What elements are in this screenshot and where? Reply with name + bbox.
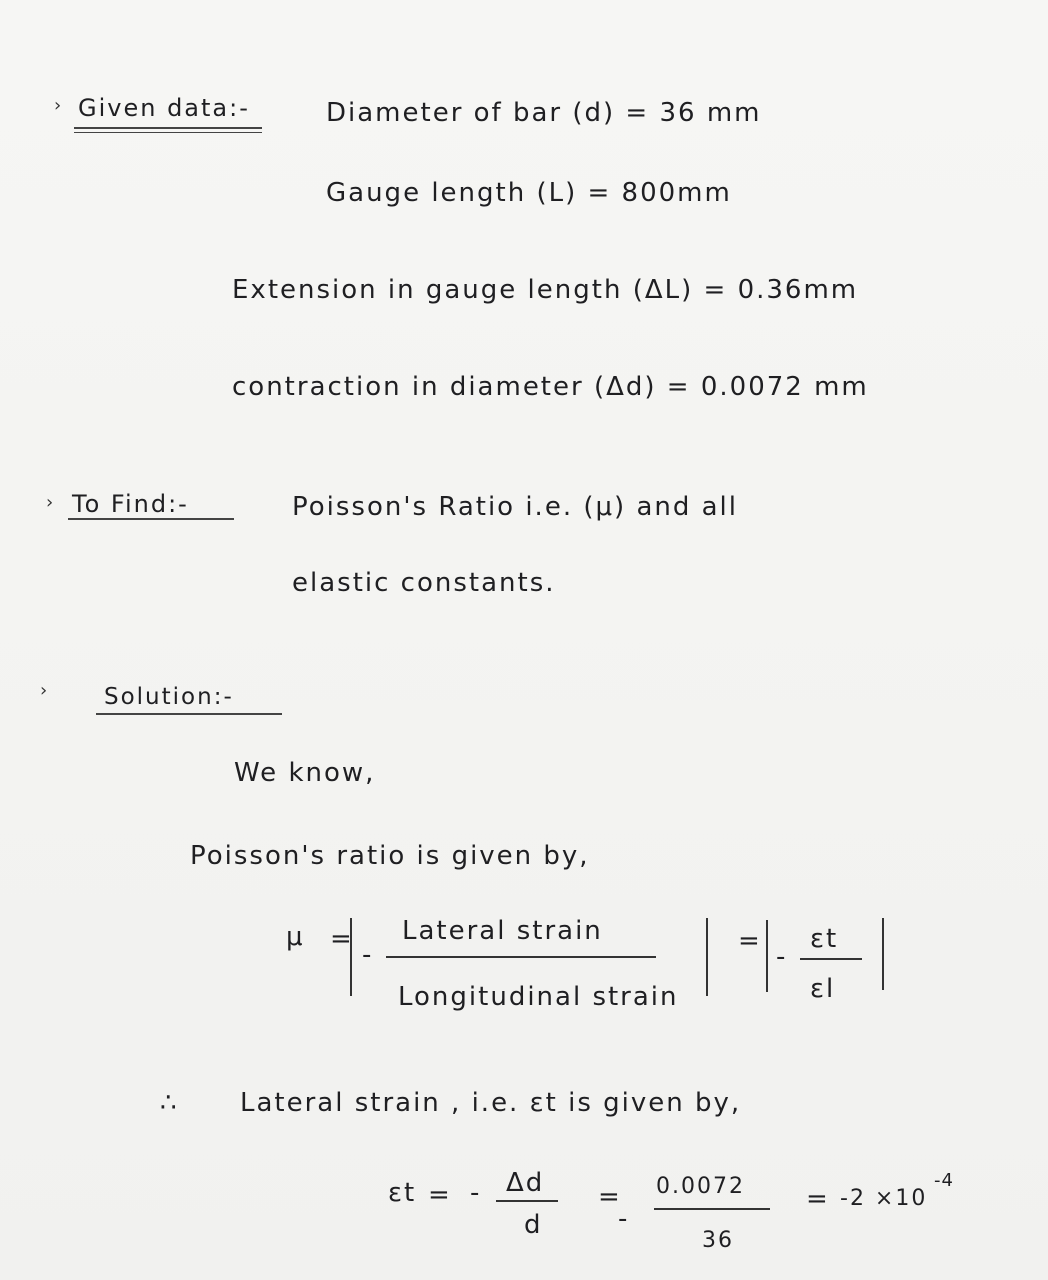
result-value: -2 ×10 — [840, 1186, 928, 1211]
bullet-marker: › — [54, 95, 62, 116]
epsilon-t-symbol: εt — [388, 1178, 417, 1208]
equals-sign: = — [330, 924, 354, 954]
fraction-numerator: Lateral strain — [402, 916, 603, 946]
result-exponent: -4 — [934, 1170, 954, 1191]
find-heading-underline — [68, 518, 234, 520]
given-contraction: contraction in diameter (Δd) = 0.0072 mm — [232, 372, 869, 402]
find-heading: To Find:- — [72, 490, 189, 518]
solution-heading: Solution:- — [104, 684, 234, 710]
abs-bar — [706, 918, 708, 996]
we-know-text: We know, — [234, 758, 376, 788]
mu-symbol: μ — [286, 922, 305, 952]
fraction-line — [496, 1200, 558, 1202]
find-line-2: elastic constants. — [292, 568, 556, 598]
poisson-intro-text: Poisson's ratio is given by, — [190, 841, 590, 871]
given-gauge-length: Gauge length (L) = 800mm — [326, 178, 732, 208]
lateral-intro-text: Lateral strain , i.e. εt is given by, — [240, 1088, 742, 1118]
given-heading: Given data:- — [78, 94, 250, 122]
equals-sign: = — [738, 926, 762, 956]
given-diameter: Diameter of bar (d) = 36 mm — [326, 98, 762, 128]
fraction-denominator: d — [524, 1210, 543, 1240]
bullet-marker: › — [46, 492, 54, 513]
fraction-denominator: Longitudinal strain — [398, 982, 679, 1012]
equals-sign: = — [598, 1182, 622, 1212]
minus-sign: - — [470, 1178, 482, 1208]
minus-sign: - — [618, 1204, 630, 1234]
fraction-line — [654, 1208, 770, 1210]
solution-heading-underline — [96, 713, 282, 715]
fraction-numerator: εt — [810, 924, 839, 954]
find-line-1: Poisson's Ratio i.e. (μ) and all — [292, 492, 739, 522]
bullet-marker: › — [40, 680, 48, 701]
equals-sign: = — [806, 1184, 830, 1214]
given-extension: Extension in gauge length (ΔL) = 0.36mm — [232, 275, 859, 305]
fraction-line — [800, 958, 862, 960]
fraction-numerator: 0.0072 — [656, 1174, 745, 1199]
given-heading-underline — [74, 127, 262, 129]
minus-sign: - — [776, 942, 788, 972]
abs-bar — [882, 918, 884, 990]
abs-bar — [350, 918, 352, 996]
fraction-denominator: εl — [810, 974, 836, 1004]
fraction-numerator: Δd — [506, 1168, 545, 1198]
minus-sign: - — [362, 940, 374, 970]
fraction-line — [386, 956, 656, 958]
equals-sign: = — [428, 1180, 452, 1210]
abs-bar — [766, 920, 768, 992]
fraction-denominator: 36 — [702, 1228, 734, 1253]
therefore-symbol: ∴ — [160, 1088, 179, 1118]
given-heading-underline-2 — [74, 132, 262, 133]
